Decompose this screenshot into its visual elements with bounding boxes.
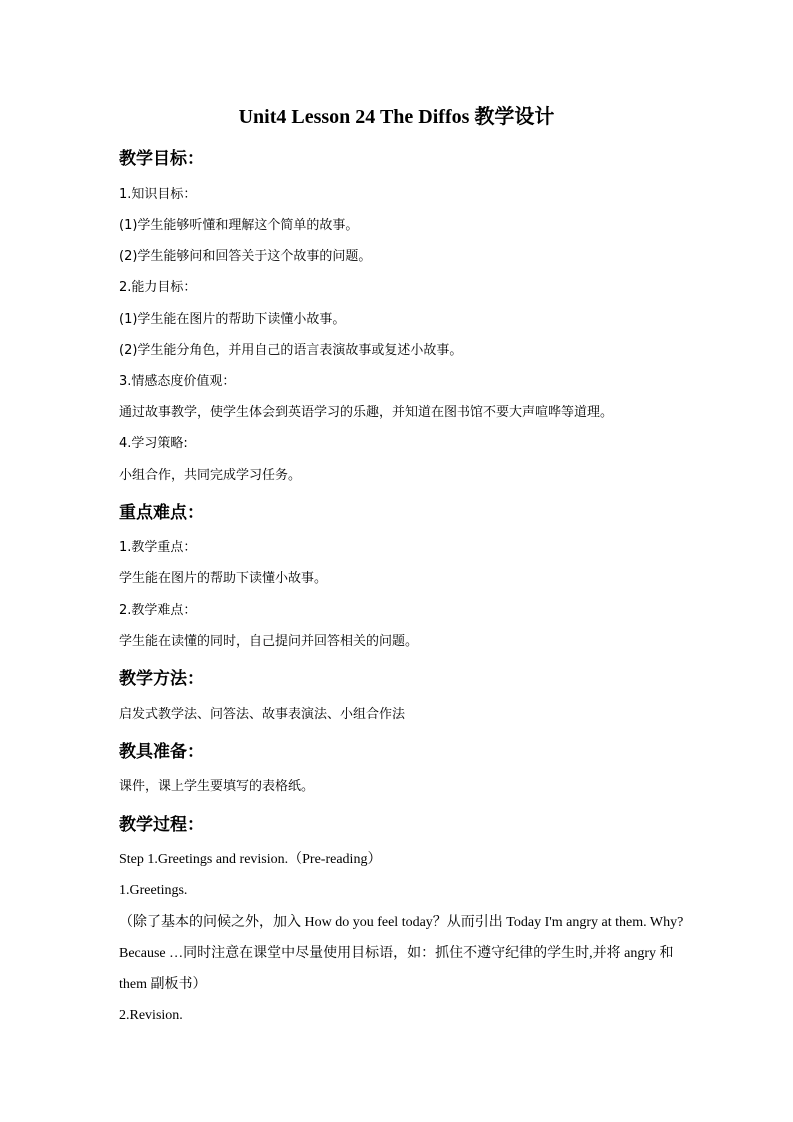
objectives-line: 4.学习策略:	[119, 436, 188, 451]
process-line: Step 1.Greetings and revision.（Pre-reading）	[119, 852, 382, 867]
methods-line: 启发式教学法、问答法、故事表演法、小组合作法	[119, 707, 406, 722]
objectives-line: 3.情感态度价值观：	[119, 374, 236, 389]
process-line: 2.Revision.	[119, 1008, 183, 1023]
materials-heading: 教具准备：	[119, 742, 204, 762]
objectives-line: (2)学生能够问和回答关于这个故事的问题。	[119, 249, 372, 264]
process-line: 1.Greetings.	[119, 883, 188, 898]
document-title: Unit4 Lesson 24 The Diffos 教学设计	[238, 106, 555, 128]
key-points-heading: 重点难点：	[119, 503, 204, 523]
key-points-line: 学生能在读懂的同时，自己提问并回答相关的问题。	[119, 634, 419, 649]
objectives-line: (1)学生能够听懂和理解这个简单的故事。	[119, 218, 359, 233]
objectives-line: 2.能力目标：	[119, 280, 197, 295]
process-heading: 教学过程：	[119, 815, 204, 835]
objectives-line: (2)学生能分角色，并用自己的语言表演故事或复述小故事。	[119, 343, 463, 358]
objectives-heading: 教学目标：	[119, 149, 204, 169]
process-line: Because …同时注意在课堂中尽量使用目标语，如：抓住不遵守纪律的学生时,并将 angry 和	[119, 946, 674, 961]
methods-heading: 教学方法：	[119, 669, 204, 689]
key-points-line: 2.教学难点：	[119, 603, 197, 618]
process-line: them 副板书）	[119, 977, 207, 992]
objectives-line: (1)学生能在图片的帮助下读懂小故事。	[119, 312, 346, 327]
process-line: （除了基本的问候之外，加入 How do you feel today？从而引出 Today I'm angry at them. Why?	[119, 915, 684, 930]
key-points-line: 1.教学重点：	[119, 540, 197, 555]
objectives-line: 1.知识目标：	[119, 187, 197, 202]
key-points-line: 学生能在图片的帮助下读懂小故事。	[119, 571, 328, 586]
materials-line: 课件，课上学生要填写的表格纸。	[119, 779, 315, 794]
objectives-line: 小组合作，共同完成学习任务。	[119, 468, 302, 483]
objectives-line: 通过故事教学，使学生体会到英语学习的乐趣，并知道在图书馆不要大声喧哗等道理。	[119, 405, 614, 420]
